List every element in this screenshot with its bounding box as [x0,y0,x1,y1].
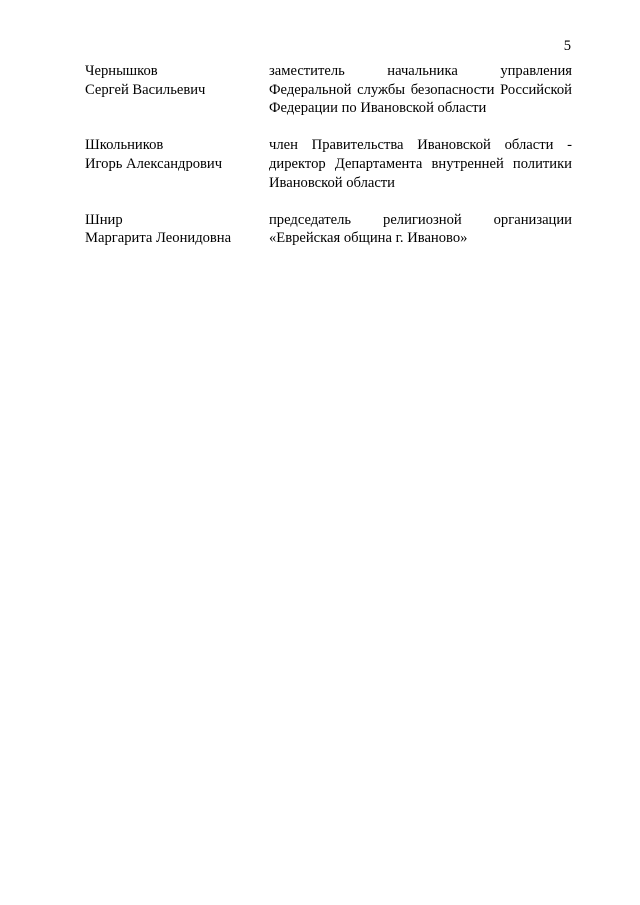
member-surname: Школьников [85,137,164,154]
member-given-names: Игорь Александрович [85,155,223,172]
member-entry [85,62,572,118]
member-name [85,136,269,192]
member-position: член Правительства Ивановской области - директор Департамента внутренней политики Ивановской области [269,137,572,191]
member-position: председатель религиозной организации «Еврейская община г. Иваново» [269,211,572,247]
page-number: 5 [563,38,571,54]
members-list [85,62,572,267]
member-given-names: Сергей Васильевич [85,81,206,98]
member-given-names: Маргарита Леонидовна [85,230,232,247]
member-name [85,62,269,118]
member-surname: Шнир [85,211,123,228]
member-position: заместитель начальника управления Федеральной службы безопасности Российской Федерации по Ивановской области [269,63,572,117]
member-entry [85,211,572,248]
member-entry [85,136,572,192]
member-name [85,211,269,248]
member-surname: Чернышков [85,63,158,79]
